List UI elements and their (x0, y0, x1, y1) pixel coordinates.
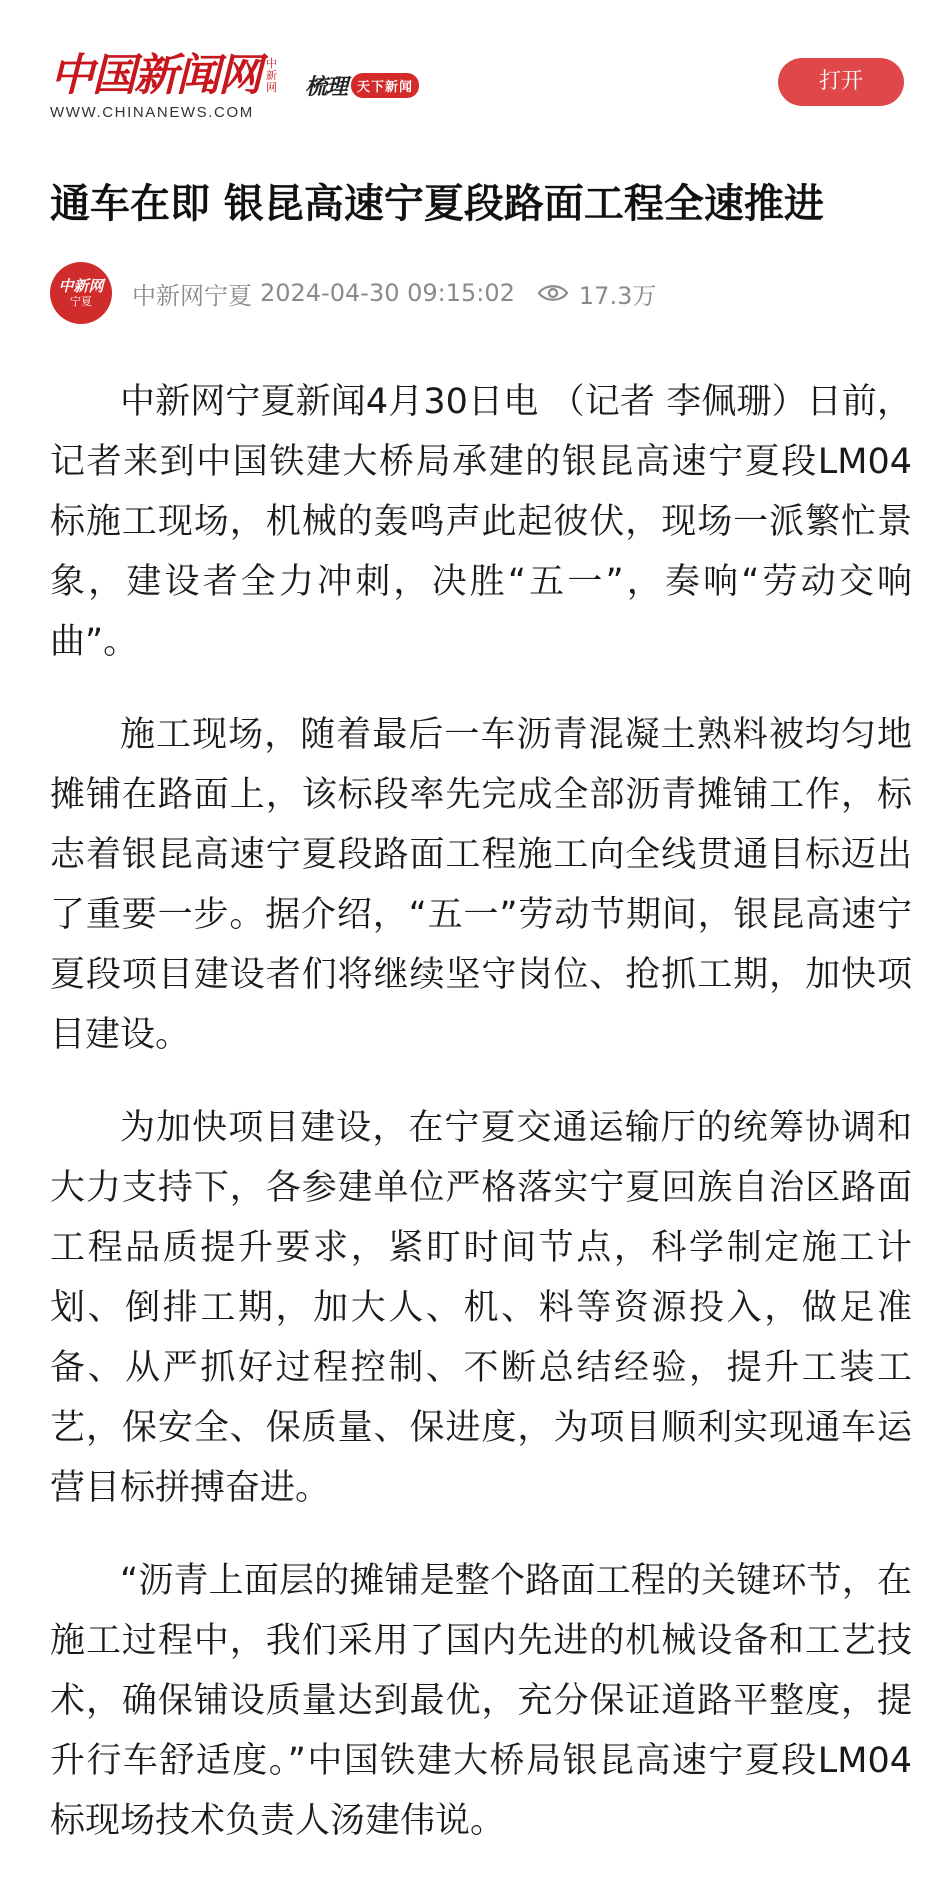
article-paragraph: “沥青上面层的摊铺是整个路面工程的关键环节，在施工过程中，我们采用了国内先进的机械设备和工艺技术，确保铺设质量达到最优，充分保证道路平整度，提升行车舒适度。”中国铁建大桥局银昆高速宁夏段LM04标现场技术负责人汤建伟说。 (50, 1561, 912, 1841)
logo-url: WWW.CHINANEWS.COM (50, 104, 254, 121)
article-paragraph: 中新网宁夏新闻4月30日电 （记者 李佩珊）日前，记者来到中国铁建大桥局承建的银昆高速宁夏段LM04标施工现场，机械的轰鸣声此起彼伏，现场一派繁忙景象，建设者全力冲刺，决胜“五一”，奏响“劳动交响曲”。 (50, 382, 912, 662)
app-header (0, 0, 942, 148)
article-body (50, 372, 912, 1884)
avatar-logo-text: 中新网 (58, 276, 104, 295)
source-avatar[interactable] (50, 262, 112, 324)
eye-icon (537, 282, 569, 304)
article-paragraph: 施工现场，随着最后一车沥青混凝土熟料被均匀地摊铺在路面上，该标段率先完成全部沥青摊铺工作，标志着银昆高速宁夏段路面工程施工向全线贯通目标迈出了重要一步。据介绍，“五一”劳动节期间，银昆高速宁夏段项目建设者们将继续坚守岗位、抢抓工期，加快项目建设。 (50, 715, 912, 1055)
source-name[interactable]: 中新网宁夏 (132, 281, 252, 310)
logo-mark (50, 52, 278, 100)
slogan-prefix: 梳理 (305, 74, 348, 100)
slogan (305, 70, 419, 101)
avatar-region-text: 宁夏 (70, 294, 92, 308)
view-count: 17.3万 (578, 281, 657, 310)
publish-time: 2024-04-30 09:15:02 (260, 279, 515, 307)
logo-chinese-text: 中国新闻网 (50, 50, 260, 101)
article-meta (50, 262, 656, 324)
open-app-button[interactable]: 打开 (778, 58, 904, 106)
slogan-badge: 天下新闻 (351, 73, 419, 98)
chinanews-logo[interactable] (50, 52, 278, 121)
article-title: 通车在即 银昆高速宁夏段路面工程全速推进 (50, 181, 824, 227)
article-paragraph: 为加快项目建设，在宁夏交通运输厅的统筹协调和大力支持下，各参建单位严格落实宁夏回族自治区路面工程品质提升要求，紧盯时间节点，科学制定施工计划、倒排工期，加大人、机、料等资源投入，做足准备、从严抓好过程控制、不断总结经验，提升工装工艺，保安全、保质量、保进度，为项目顺利实现通车运营目标拼搏奋进。 (50, 1108, 912, 1508)
logo-side-text: 中新网 (266, 57, 277, 94)
